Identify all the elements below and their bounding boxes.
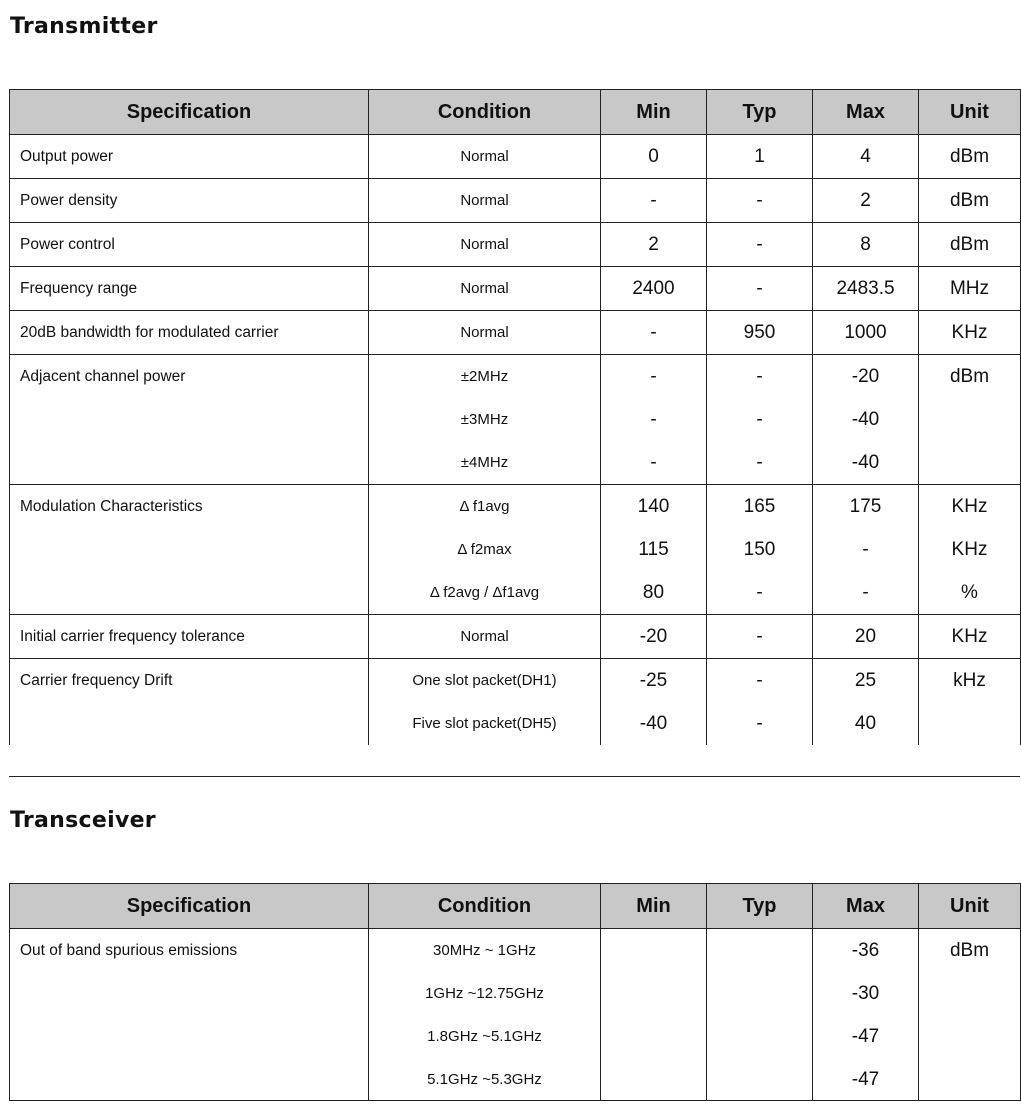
header-unit: Unit — [919, 884, 1021, 929]
condition-cell — [369, 223, 601, 267]
header-min: Min — [601, 884, 707, 929]
min-value: - — [650, 366, 657, 387]
min-value: -40 — [639, 713, 668, 734]
condition-cell — [369, 267, 601, 311]
max-value: 8 — [860, 234, 871, 255]
typ-value: - — [756, 452, 763, 473]
header-max: Max — [813, 90, 919, 135]
typ-cell — [707, 615, 813, 659]
condition-value: Normal — [460, 236, 509, 253]
min-cell — [601, 615, 707, 659]
max-value: 2 — [860, 190, 871, 211]
max-cell — [813, 179, 919, 223]
specification-cell — [10, 223, 369, 267]
header-specification: Specification — [10, 884, 369, 929]
min-value: - — [650, 452, 657, 473]
min-value — [601, 1015, 706, 1058]
specification-text: Frequency range — [20, 280, 138, 297]
min-cell — [601, 929, 707, 1102]
min-value: - — [650, 409, 657, 430]
specification-text: Output power — [20, 148, 114, 165]
max-cell — [813, 615, 919, 659]
condition-cell — [369, 929, 601, 1102]
condition-value: Δ f1avg — [459, 498, 510, 515]
unit-cell — [919, 135, 1021, 179]
typ-cell — [707, 135, 813, 179]
condition-value: 30MHz ~ 1GHz — [433, 942, 536, 959]
max-value: 2483.5 — [836, 278, 895, 299]
typ-cell — [707, 267, 813, 311]
max-cell — [813, 355, 919, 485]
max-cell — [813, 267, 919, 311]
min-value — [601, 1058, 706, 1101]
unit-text: KHz — [951, 496, 988, 517]
condition-value: 1.8GHz ~5.1GHz — [427, 1028, 542, 1045]
unit-cell — [919, 929, 1021, 1102]
specification-cell — [10, 485, 369, 615]
min-cell — [601, 659, 707, 746]
max-cell — [813, 659, 919, 746]
spec-row — [10, 929, 1021, 1102]
condition-cell — [369, 485, 601, 615]
specification-text: Adjacent channel power — [20, 368, 186, 385]
max-value: - — [862, 539, 869, 560]
min-value: - — [650, 322, 657, 343]
typ-value: - — [756, 234, 763, 255]
condition-value: Δ f2max — [457, 541, 512, 558]
typ-value — [707, 1058, 812, 1101]
unit-cell — [919, 615, 1021, 659]
specification-cell — [10, 179, 369, 223]
min-value: 140 — [637, 496, 670, 517]
typ-cell — [707, 179, 813, 223]
min-value: 80 — [642, 582, 665, 603]
typ-cell — [707, 223, 813, 267]
condition-value: Normal — [460, 280, 509, 297]
min-value: 2 — [648, 234, 659, 255]
unit-cell — [919, 223, 1021, 267]
condition-value: Normal — [460, 628, 509, 645]
unit-text: dBm — [949, 366, 990, 387]
max-cell — [813, 311, 919, 355]
typ-cell — [707, 485, 813, 615]
unit-text: MHz — [949, 278, 990, 299]
header-specification: Specification — [10, 90, 369, 135]
typ-value: - — [756, 278, 763, 299]
unit-cell — [919, 311, 1021, 355]
specification-cell — [10, 659, 369, 746]
unit-text: dBm — [949, 940, 990, 961]
specification-text: Initial carrier frequency tolerance — [20, 628, 245, 645]
typ-value: 1 — [754, 146, 765, 167]
typ-value: 165 — [743, 496, 776, 517]
header-min: Min — [601, 90, 707, 135]
header-row — [10, 884, 1021, 929]
condition-cell — [369, 615, 601, 659]
max-value: - — [862, 582, 869, 603]
max-value: -40 — [851, 452, 880, 473]
transceiver-title: Transceiver — [10, 808, 156, 833]
specification-text: 20dB bandwidth for modulated carrier — [20, 324, 279, 341]
typ-value: - — [756, 626, 763, 647]
unit-cell — [919, 267, 1021, 311]
transmitter-table — [9, 89, 1021, 745]
specification-text: Carrier frequency Drift — [20, 672, 173, 689]
condition-value: One slot packet(DH1) — [412, 672, 557, 689]
specification-text: Power control — [20, 236, 115, 253]
unit-cell — [919, 485, 1021, 615]
condition-cell — [369, 355, 601, 485]
spec-row — [10, 355, 1021, 485]
specification-text: Power density — [20, 192, 118, 209]
transmitter-title: Transmitter — [10, 14, 158, 39]
typ-value: - — [756, 190, 763, 211]
min-value — [601, 929, 706, 972]
min-value — [601, 972, 706, 1015]
max-value: 20 — [854, 626, 877, 647]
unit-cell — [919, 659, 1021, 746]
max-value: 4 — [860, 146, 871, 167]
min-cell — [601, 485, 707, 615]
spec-row — [10, 179, 1021, 223]
min-cell — [601, 223, 707, 267]
min-cell — [601, 355, 707, 485]
specification-cell — [10, 929, 369, 1102]
unit-cell — [919, 179, 1021, 223]
typ-value — [707, 929, 812, 972]
condition-value: 5.1GHz ~5.3GHz — [427, 1071, 542, 1088]
header-unit: Unit — [919, 90, 1021, 135]
min-cell — [601, 311, 707, 355]
spec-row — [10, 135, 1021, 179]
condition-value: Five slot packet(DH5) — [412, 715, 557, 732]
specification-cell — [10, 355, 369, 485]
condition-value: Δ f2avg / Δf1avg — [429, 584, 540, 601]
spec-row — [10, 485, 1021, 615]
unit-cell — [919, 355, 1021, 485]
min-value: 115 — [638, 539, 669, 560]
specification-text: Modulation Characteristics — [20, 498, 203, 515]
unit-text: KHz — [951, 626, 988, 647]
typ-value: - — [756, 366, 763, 387]
unit-text: KHz — [951, 322, 988, 343]
typ-cell — [707, 659, 813, 746]
unit-text: kHz — [953, 670, 986, 691]
spec-row — [10, 615, 1021, 659]
typ-cell — [707, 311, 813, 355]
condition-value: Normal — [460, 324, 509, 341]
unit-text: dBm — [949, 190, 990, 211]
min-value: 2400 — [632, 278, 675, 299]
header-typ: Typ — [707, 90, 813, 135]
header-typ: Typ — [707, 884, 813, 929]
typ-cell — [707, 355, 813, 485]
specification-cell — [10, 135, 369, 179]
spec-row — [10, 267, 1021, 311]
typ-value: 950 — [743, 322, 776, 343]
max-value: 1000 — [844, 322, 887, 343]
typ-value: 150 — [743, 539, 776, 560]
condition-cell — [369, 659, 601, 746]
max-value: -36 — [851, 940, 880, 961]
min-cell — [601, 179, 707, 223]
typ-value — [707, 972, 812, 1015]
typ-value — [707, 1015, 812, 1058]
header-condition: Condition — [369, 884, 601, 929]
spec-row — [10, 311, 1021, 355]
max-value: -40 — [851, 409, 880, 430]
max-value: 25 — [854, 670, 877, 691]
typ-value: - — [756, 409, 763, 430]
condition-value: Normal — [460, 192, 509, 209]
unit-text: % — [961, 582, 978, 603]
condition-cell — [369, 311, 601, 355]
spec-row — [10, 223, 1021, 267]
specification-text: Out of band spurious emissions — [20, 942, 238, 959]
header-max: Max — [813, 884, 919, 929]
typ-cell — [707, 929, 813, 1102]
condition-cell — [369, 135, 601, 179]
typ-value: - — [756, 713, 763, 734]
min-cell — [601, 135, 707, 179]
transmitter-table-bottom-border — [9, 776, 1020, 777]
max-value: 40 — [854, 713, 877, 734]
spec-row — [10, 659, 1021, 746]
specification-cell — [10, 311, 369, 355]
header-row — [10, 90, 1021, 135]
header-condition: Condition — [369, 90, 601, 135]
condition-value: ±4MHz — [460, 454, 509, 471]
max-value: -30 — [851, 983, 880, 1004]
unit-text: dBm — [949, 146, 990, 167]
unit-text: dBm — [949, 234, 990, 255]
max-value: -20 — [851, 366, 880, 387]
condition-cell — [369, 179, 601, 223]
max-value: -47 — [851, 1069, 880, 1090]
min-cell — [601, 267, 707, 311]
specification-cell — [10, 267, 369, 311]
specification-cell — [10, 615, 369, 659]
transceiver-table-bottom-border — [9, 1100, 1020, 1101]
max-cell — [813, 135, 919, 179]
condition-value: Normal — [460, 148, 509, 165]
max-value: -47 — [851, 1026, 880, 1047]
max-value: 175 — [849, 496, 882, 517]
min-value: - — [650, 190, 657, 211]
typ-value: - — [756, 670, 763, 691]
min-value: -25 — [639, 670, 668, 691]
condition-value: 1GHz ~12.75GHz — [425, 985, 544, 1002]
max-cell — [813, 929, 919, 1102]
max-cell — [813, 485, 919, 615]
unit-text: KHz — [951, 539, 988, 560]
condition-value: ±2MHz — [460, 368, 509, 385]
min-value: 0 — [648, 146, 659, 167]
min-value: -20 — [639, 626, 668, 647]
typ-value: - — [756, 582, 763, 603]
condition-value: ±3MHz — [460, 411, 509, 428]
max-cell — [813, 223, 919, 267]
transceiver-table — [9, 883, 1021, 1101]
